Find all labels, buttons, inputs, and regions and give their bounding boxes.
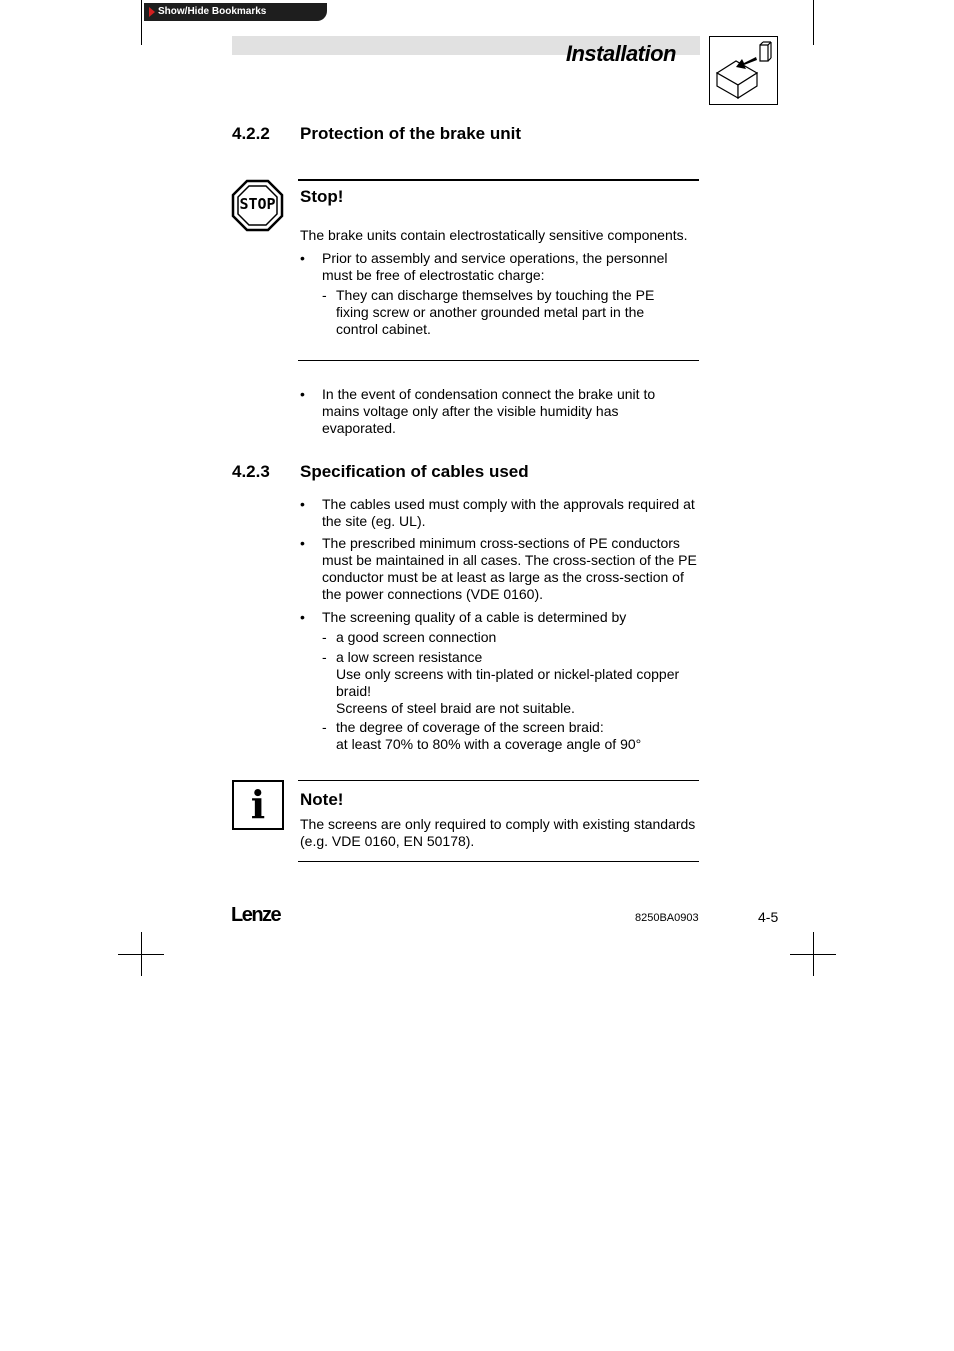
- sub-list-item-text: a low screen resistance: [336, 649, 483, 665]
- section-title: Protection of the brake unit: [300, 124, 522, 143]
- stop-icon-label: STOP: [239, 195, 276, 213]
- note-title: Note!: [300, 790, 344, 809]
- crop-mark: [141, 0, 142, 45]
- section-number: 4.2.2: [232, 124, 270, 143]
- sub-list-item-text: Screens of steel braid are not suitable.: [336, 700, 575, 716]
- info-icon: i: [232, 780, 284, 830]
- show-hide-bookmarks-button[interactable]: [144, 3, 327, 21]
- section-heading-4-2-3: [232, 462, 632, 484]
- page-number: 4-5: [758, 909, 779, 925]
- sub-list-item-text: Use only screens with tin-plated or nickel-plated copper braid!: [336, 666, 680, 699]
- note-bottom-rule: [298, 861, 699, 862]
- section-title: Specification of cables used: [300, 462, 529, 481]
- crop-mark: [813, 0, 814, 45]
- sub-list-item-text: a good screen connection: [336, 629, 497, 645]
- stop-title: Stop!: [300, 187, 344, 206]
- list-item-text: The prescribed minimum cross-sections of PE conductors must be maintained in all cases. The cross-section of the PE conductor must be at least as large as the cross-section of the power connections (VDE 0160).: [322, 535, 697, 602]
- play-arrow-icon: [149, 7, 155, 17]
- callout-bottom-rule: [298, 360, 699, 361]
- sub-list-item-text: They can discharge themselves by touching the PE fixing screw or another grounded metal part in the control cabinet.: [336, 287, 655, 337]
- stop-intro: The brake units contain electrostatically sensitive components.: [300, 227, 688, 243]
- document-number: 8250BA0903: [635, 912, 699, 924]
- module-insert-icon: [709, 36, 778, 105]
- section-heading-4-2-2: [232, 124, 632, 146]
- sub-list-item-text: at least 70% to 80% with a coverage angle of 90°: [336, 736, 642, 752]
- note-text: The screens are only required to comply with existing standards (e.g. VDE 0160, EN 50178).: [300, 816, 696, 849]
- chapter-title: Installation: [565, 41, 676, 66]
- list-item-text: The cables used must comply with the approvals required at the site (eg. UL).: [322, 496, 695, 529]
- stop-icon: [231, 179, 284, 232]
- list-item-text: The screening quality of a cable is determined by: [322, 609, 627, 625]
- note-top-rule: [298, 780, 699, 781]
- list-item-text: In the event of condensation connect the brake unit to mains voltage only after the visible humidity has evaporated.: [322, 386, 656, 436]
- bookmarks-button-label: Show/Hide Bookmarks: [158, 6, 267, 17]
- crop-mark: [790, 954, 836, 955]
- sub-list-item-text: the degree of coverage of the screen braid:: [336, 719, 604, 735]
- list-item-text: Prior to assembly and service operations, the personnel must be free of electrostatic charge:: [322, 250, 668, 283]
- crop-mark: [118, 954, 164, 955]
- lenze-logo: Lenze: [231, 904, 281, 926]
- section-number: 4.2.3: [232, 462, 270, 481]
- callout-top-rule: [298, 179, 699, 181]
